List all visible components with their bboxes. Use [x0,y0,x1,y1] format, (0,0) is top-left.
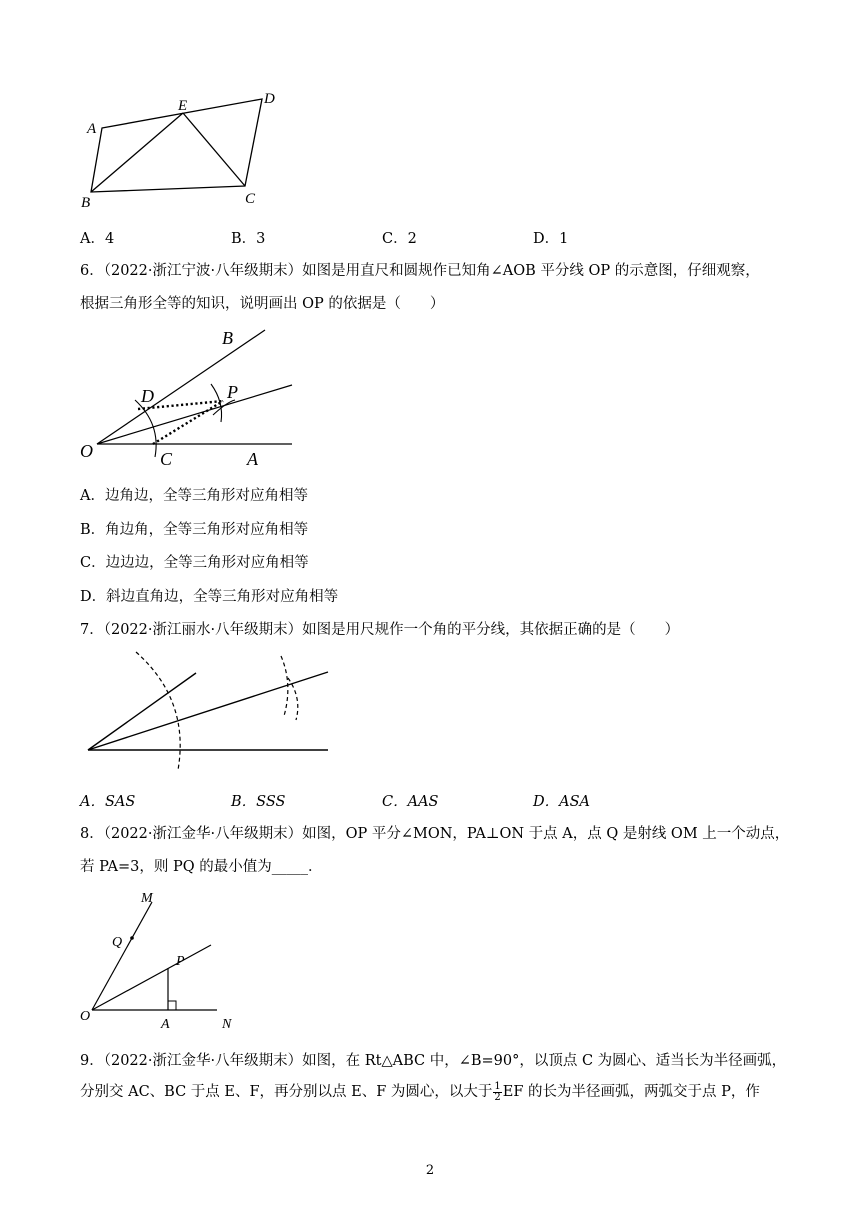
q8-figure [75,885,255,1035]
q8-label-p: P [176,954,185,969]
q6-option-d: D．斜边直角边，全等三角形对应角相等 [80,589,339,605]
q5-segment-eb [91,113,183,192]
q6-label-a: A [247,449,258,469]
q6-label-p: P [227,382,238,402]
q6-ray-op [97,385,292,444]
q9-stem-line2-a: 分别交 AC、BC 于点 E、F，再分别以点 E、F 为圆心，以大于 [80,1084,493,1100]
q5-label-e: E [178,98,188,114]
q5-option-b: B．3 [231,231,266,247]
q5-option-c: C．2 [382,231,417,247]
q8-point-q [130,936,134,940]
q7-option-b: B．SSS [231,794,286,810]
q6-ray-ob [97,330,265,444]
q5-option-d: D．1 [533,231,569,247]
q6-label-o: O [80,441,93,461]
q5-figure [75,85,295,215]
q9-stem-line2 [80,1080,760,1103]
q5-option-a: A．4 [80,231,115,247]
q8-stem-line2: 若 PA=3，则 PQ 的最小值为_____． [80,859,323,875]
q6-option-a: A．边角边，全等三角形对应角相等 [80,488,308,504]
q5-label-d: D [264,91,275,107]
q6-label-c: C [160,449,173,469]
q8-label-a: A [161,1017,170,1032]
q8-stem-line1: 8．（2022·浙江金华·八年级期末）如图，OP 平分∠MON，PA⊥ON 于点 A，点 Q 是射线 OM 上一个动点， [80,826,790,842]
q5-segment-ec [183,113,245,186]
q7-figure [80,648,340,778]
q6-option-c: C．边边边，全等三角形对应角相等 [80,555,309,571]
q5-parallelogram [91,99,262,192]
q9-fraction-denominator: 2 [494,1091,501,1103]
q5-label-c: C [245,191,256,207]
q6-figure [75,322,305,472]
q7-option-c: C．AAS [382,794,439,810]
q7-option-d: D．ASA [533,794,591,810]
q8-label-m: M [141,891,153,906]
q8-label-o: O [80,1009,91,1024]
q7-option-a: A．SAS [80,794,136,810]
q9-stem-line1: 9．（2022·浙江金华·八年级期末）如图，在 Rt△ABC 中，∠B=90°，以顶点 C 为圆心、适当长为半径画弧， [80,1053,787,1069]
q6-label-d: D [141,386,154,406]
q9-stem-line2-b: EF 的长为半径画弧，两弧交于点 P，作 [502,1084,760,1100]
q7-stem-line1: 7．（2022·浙江丽水·八年级期末）如图是用尺规作一个角的平分线，其依据正确的是（ ） [80,622,680,638]
q7-ray-bisector [88,672,328,750]
q5-label-a: A [87,121,97,137]
page-number: 2 [425,1163,435,1178]
q8-label-n: N [222,1017,232,1032]
q5-label-b: B [81,195,91,211]
q9-fraction [493,1082,501,1103]
q6-stem-line1: 6．（2022·浙江宁波·八年级期末）如图是用直尺和圆规作已知角∠AOB 平分线 OP 的示意图，仔细观察， [80,263,760,279]
q6-option-b: B．角边角，全等三角形对应角相等 [80,522,309,538]
q8-right-angle-mark [168,1001,176,1010]
q6-label-b: B [222,328,233,348]
q9-fraction-numerator: 1 [494,1080,501,1092]
q6-stem-line2: 根据三角形全等的知识，说明画出 OP 的依据是（ ） [80,296,445,312]
q8-label-q: Q [112,935,123,950]
